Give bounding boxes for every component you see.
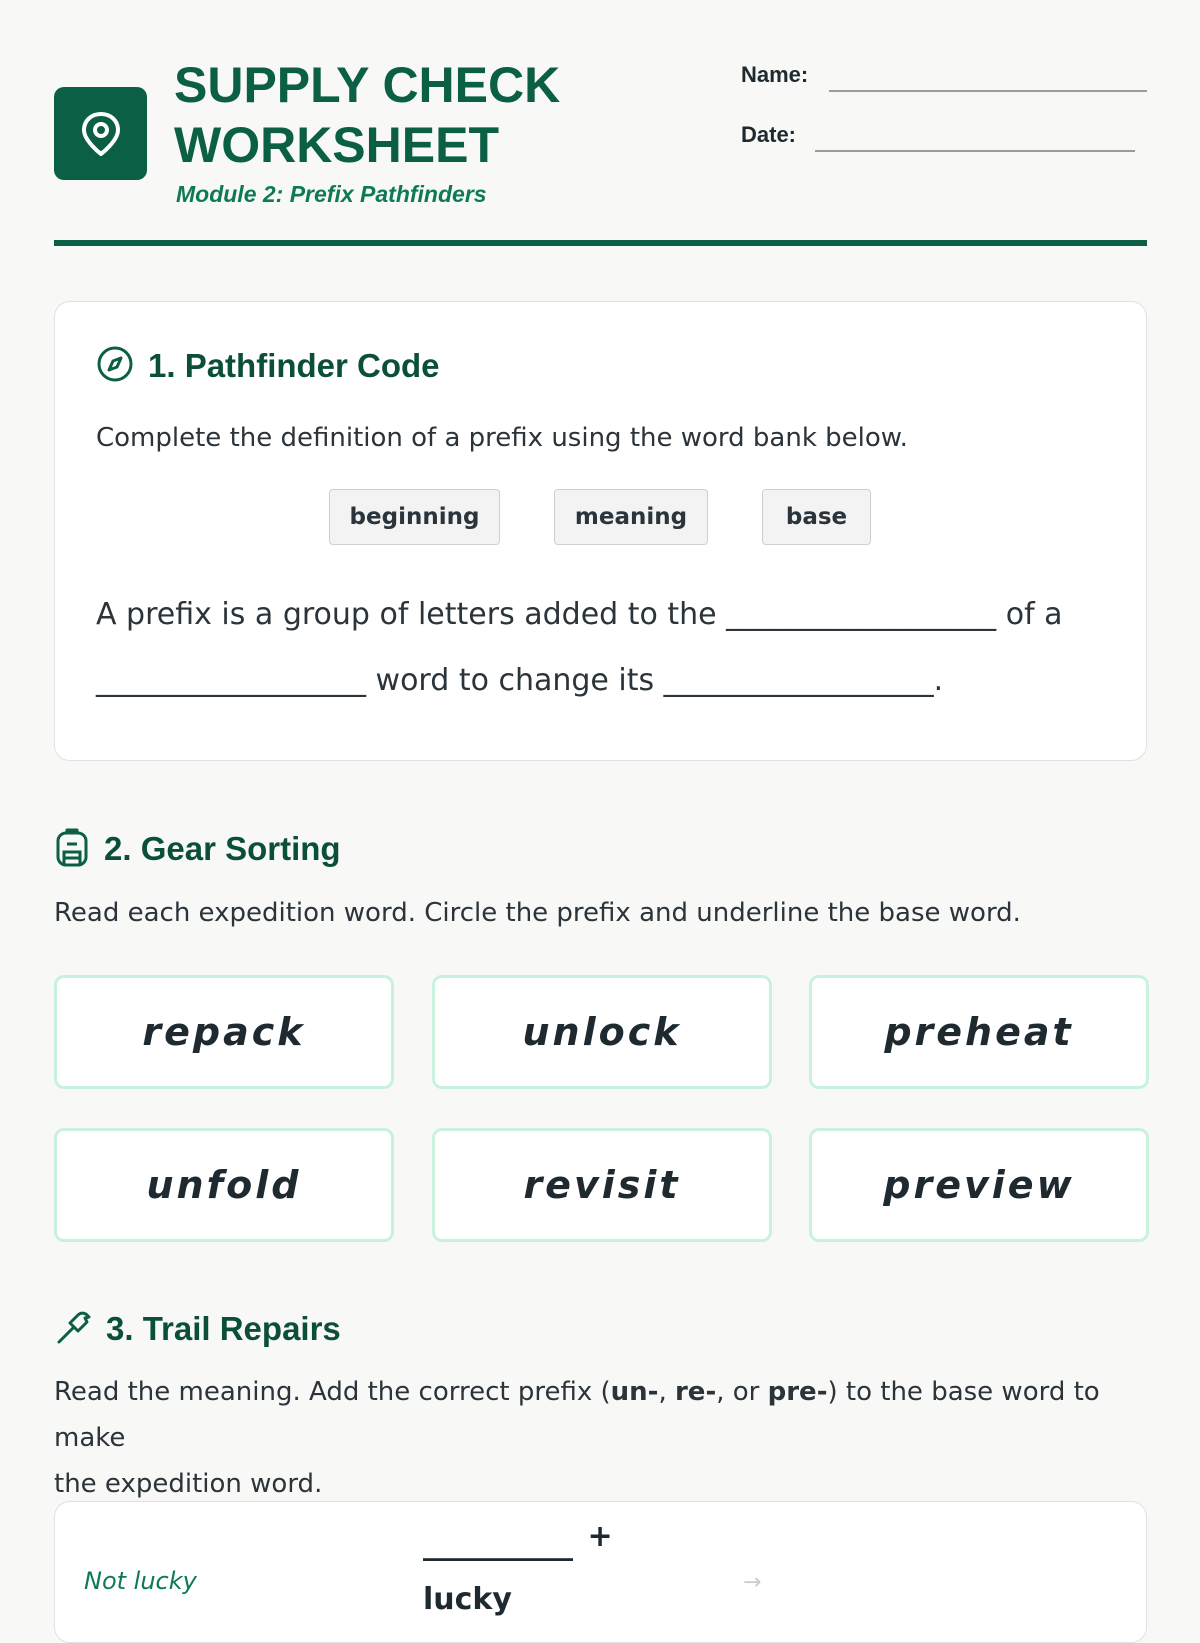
word-bank-item[interactable]: meaning [554, 489, 708, 545]
section-3-title: 3. Trail Repairs [106, 1310, 341, 1347]
expedition-word-card[interactable]: preview [809, 1128, 1149, 1242]
word-bank-item[interactable]: beginning [329, 489, 500, 545]
expedition-word-card[interactable]: repack [54, 975, 394, 1089]
definition-text: A prefix is a group of letters added to the [96, 597, 727, 632]
section-1-title: 1. Pathfinder Code [148, 347, 440, 384]
title-line-1: SUPPLY CHECK [174, 57, 561, 113]
map-pin-icon [54, 87, 147, 180]
section-2-heading [54, 827, 341, 871]
definition-line-2 [96, 663, 943, 698]
page-title [174, 55, 560, 175]
date-line[interactable] [815, 150, 1135, 152]
instruction-text: Read the meaning. Add the correct prefix ( [54, 1377, 611, 1407]
worksheet-page [54, 0, 1147, 1617]
prefix-blank[interactable]: __________ [423, 1527, 573, 1562]
section-2-title: 2. Gear Sorting [104, 830, 341, 867]
module-subtitle: Module 2: Prefix Pathfinders [176, 181, 487, 207]
hammer-icon [54, 1308, 92, 1350]
plus-sign: + [587, 1519, 613, 1554]
prefix-pre: pre- [767, 1377, 828, 1407]
prefix-re: re- [674, 1377, 717, 1407]
definition-text: of a [996, 597, 1063, 632]
section-3-card [54, 1501, 1147, 1643]
prefix-answer-row [423, 1519, 613, 1562]
word-bank-item[interactable]: base [762, 489, 871, 545]
prefix-un: un- [610, 1377, 659, 1407]
date-label: Date: [741, 122, 797, 147]
fill-blank-3[interactable]: __________________ [663, 663, 934, 698]
definition-text: . [933, 663, 944, 698]
expedition-word-card[interactable]: revisit [432, 1128, 772, 1242]
date-field[interactable] [741, 122, 796, 148]
definition-text: word to change its [366, 663, 664, 698]
header-divider [54, 240, 1147, 246]
section-2-instruction: Read each expedition word. Circle the prefix and underline the base word. [54, 898, 1021, 928]
definition-line-1 [96, 597, 1063, 632]
arrow-icon: → [743, 1570, 762, 1595]
section-3-instruction [54, 1369, 1147, 1507]
fill-blank-1[interactable]: __________________ [726, 597, 997, 632]
instruction-text: ) to the base word to make [54, 1377, 1100, 1453]
base-word: lucky [423, 1582, 512, 1617]
title-line-2: WORKSHEET [174, 117, 499, 173]
fill-blank-2[interactable]: __________________ [96, 663, 366, 698]
section-1-heading [96, 345, 440, 387]
compass-icon [96, 345, 134, 387]
expedition-word-card[interactable]: preheat [809, 975, 1149, 1089]
name-field[interactable] [741, 62, 808, 88]
meaning-text: Not lucky [84, 1567, 197, 1595]
backpack-icon [54, 827, 90, 871]
instruction-text: , or [716, 1377, 768, 1407]
worksheet-header [54, 0, 1147, 248]
instruction-text: , [658, 1377, 675, 1407]
section-1-instruction: Complete the definition of a prefix using the word bank below. [96, 423, 908, 453]
expedition-word-card[interactable]: unfold [54, 1128, 394, 1242]
name-label: Name: [741, 62, 809, 87]
expedition-word-card[interactable]: unlock [432, 975, 772, 1089]
name-line[interactable] [829, 90, 1147, 92]
section-3-heading [54, 1308, 341, 1350]
instruction-text: the expedition word. [54, 1469, 323, 1499]
